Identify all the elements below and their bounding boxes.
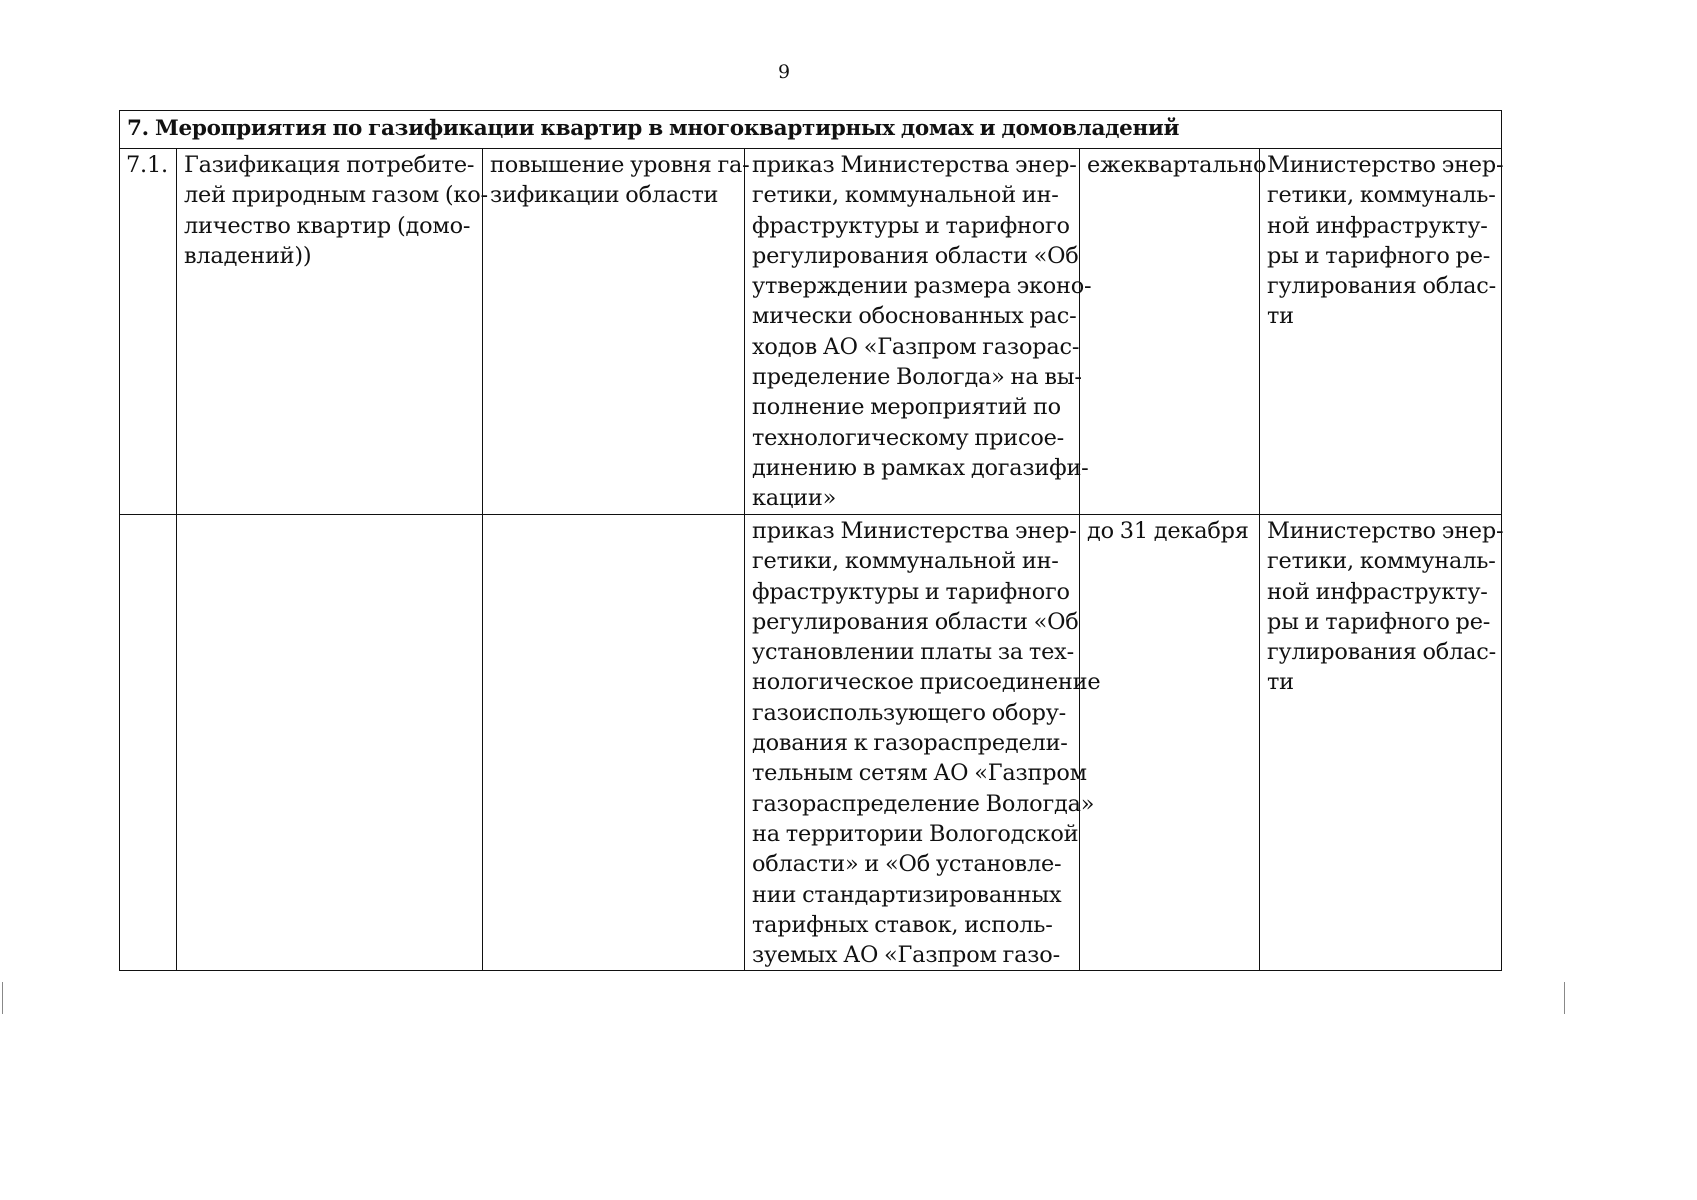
goal-cell <box>483 515 745 971</box>
table-row <box>120 149 1502 515</box>
measures-table <box>119 110 1502 971</box>
responsible-line: гетики, коммуналь- <box>1267 182 1496 209</box>
scan-edge-mark-left <box>2 982 3 1014</box>
document-line: установлении платы за тех- <box>752 639 1074 666</box>
scan-edge-mark-right <box>1564 982 1565 1014</box>
responsible-line: гулирования облас- <box>1267 273 1496 300</box>
document-line: нологическое присоединение <box>752 669 1101 696</box>
row-number-cell <box>120 515 177 971</box>
document-line: технологическому присое- <box>752 424 1065 451</box>
document-line: фраструктуры и тарифного <box>752 578 1070 605</box>
document-line: регулирования области «Об <box>752 242 1079 269</box>
deadline-cell: ежеквартально <box>1080 149 1260 515</box>
section-header-row <box>120 111 1502 149</box>
document-line: ходов АО «Газпром газорас- <box>752 333 1080 360</box>
document-line: гетики, коммунальной ин- <box>752 548 1059 575</box>
section-title: 7. Мероприятия по газификации квартир в многоквартирных домах и домовладений <box>120 111 1502 149</box>
document-line: тельным сетям АО «Газпром <box>752 760 1087 787</box>
page-number: 9 <box>777 61 791 83</box>
activity-line: Газификация потребите- <box>184 152 475 178</box>
responsible-cell <box>1260 515 1502 971</box>
responsible-line: ры и тарифного ре- <box>1267 608 1491 635</box>
document-line: динению в рамках догазифи- <box>752 454 1089 481</box>
document-cell <box>745 149 1092 515</box>
responsible-line: Министерство энер- <box>1267 518 1504 544</box>
responsible-line: ти <box>1267 669 1294 696</box>
activity-line: владений)) <box>184 242 312 269</box>
responsible-line: ры и тарифного ре- <box>1267 242 1491 269</box>
document-line: приказ Министерства энер- <box>752 518 1077 544</box>
responsible-line: ной инфраструкту- <box>1267 212 1488 239</box>
table-row <box>120 515 1502 971</box>
goal-line: повышение уровня га- <box>490 152 750 178</box>
document-line: на территории Вологодской <box>752 820 1079 847</box>
document-line: регулирования области «Об <box>752 608 1079 635</box>
responsible-line: гетики, коммуналь- <box>1267 548 1496 575</box>
document-line: тарифных ставок, исполь- <box>752 911 1053 938</box>
row-number-cell: 7.1. <box>120 149 177 515</box>
responsible-cell <box>1260 149 1502 515</box>
document-line: фраструктуры и тарифного <box>752 212 1070 239</box>
document-line: газоиспользующего обору- <box>752 699 1067 726</box>
responsible-line: Министерство энер- <box>1267 152 1504 178</box>
goal-line: зификации области <box>490 182 719 209</box>
deadline-cell: до 31 декабря <box>1080 515 1260 971</box>
document-line: зуемых АО «Газпром газо- <box>752 942 1060 969</box>
document-line: приказ Министерства энер- <box>752 152 1077 178</box>
document-line: полнение мероприятий по <box>752 394 1061 421</box>
document-line: утверждении размера эконо- <box>752 273 1092 300</box>
document-line: мически обоснованных рас- <box>752 303 1077 330</box>
activity-cell <box>177 515 483 971</box>
document-line: дования к газораспредели- <box>752 730 1068 757</box>
activity-line: личество квартир (домо- <box>184 212 471 239</box>
activity-line: лей природным газом (ко- <box>184 182 488 209</box>
document-line: нии стандартизированных <box>752 881 1062 908</box>
document-line: пределение Вологда» на вы- <box>752 364 1082 391</box>
responsible-line: гулирования облас- <box>1267 639 1496 666</box>
goal-cell <box>483 149 750 515</box>
document-line: газораспределение Вологда» <box>752 790 1095 817</box>
document-line: кации» <box>752 485 837 512</box>
responsible-line: ти <box>1267 303 1294 330</box>
document-line: области» и «Об установле- <box>752 851 1062 878</box>
document-line: гетики, коммунальной ин- <box>752 182 1059 209</box>
activity-cell <box>177 149 488 515</box>
responsible-line: ной инфраструкту- <box>1267 578 1488 605</box>
document-cell <box>745 515 1101 971</box>
